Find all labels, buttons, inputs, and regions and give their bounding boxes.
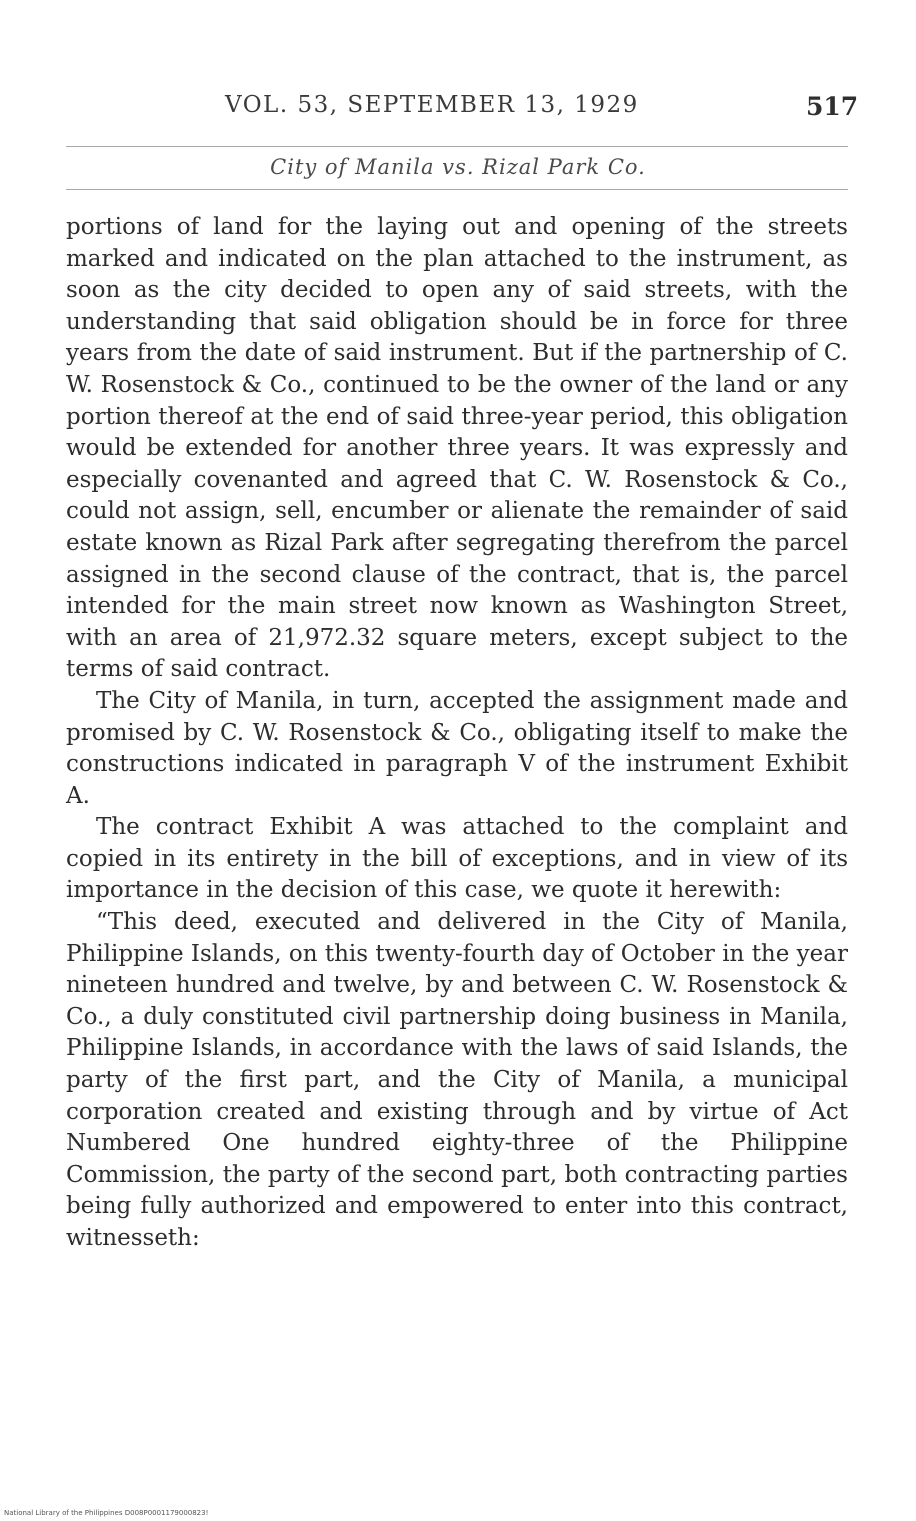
header-rule-bottom — [66, 189, 848, 190]
body-text — [66, 212, 848, 1255]
header-rule-top — [66, 146, 848, 147]
footer-credit: National Library of the Philippines D008P0001179000823! — [4, 1509, 209, 1517]
case-title: City of Manila vs. Rizal Park Co. — [270, 155, 646, 179]
paragraph-contract-exhibit: The contract Exhibit A was attached to the complaint and copied in its entirety in the bill of exceptions, and in view of its importance in the decision of this case, we quote it herewith: — [66, 814, 848, 904]
paragraph-continuation: portions of land for the laying out and opening of the streets marked and indicated on the plan attached to the instrument, as soon as the city decided to open any of said streets, with the understanding that said obligation should be in force for three years from the date of said instrument. But if the partnership of C. W. Rosenstock & Co., continued to be the owner of the land or any portion thereof at the end of said three-year period, this obligation would be extended for another three years. It was expressly and especially covenanted and agreed that C. W. Rosenstock & Co., could not assign, sell, encumber or alienate the remainder of said estate known as Rizal Park after segregating therefrom the parcel assigned in the second clause of the contract, that is, the parcel intended for the main street now known as Washington Street, with an area of 21,972.32 square meters, except subject to the terms of said contract. — [66, 214, 848, 683]
running-head: VOL. 53, SEPTEMBER 13, 1929 — [225, 92, 639, 118]
paragraph-deed-quotation: “This deed, executed and delivered in the City of Manila, Philippine Islands, on this twenty-fourth day of October in the year nineteen hundred and twelve, by and between C. W. Rosenstock & Co., a duly constituted civil partnership doing business in Manila, Philippine Islands, in accordance with the laws of said Islands, the party of the first part, and the City of Manila, a municipal corporation created and existing through and by virtue of Act Numbered One hundred eighty-three of the Philippine Commission, the party of the second part, both contracting parties being fully authorized and empowered to enter into this contract, witnesseth: — [66, 909, 848, 1251]
page-number: 517 — [806, 92, 859, 121]
paragraph-city-acceptance: The City of Manila, in turn, accepted the assignment made and promised by C. W. Rosenstock & Co., obligating itself to make the constructions indicated in paragraph V of the instrument Exhibit A. — [66, 687, 848, 809]
page-header — [0, 92, 916, 132]
